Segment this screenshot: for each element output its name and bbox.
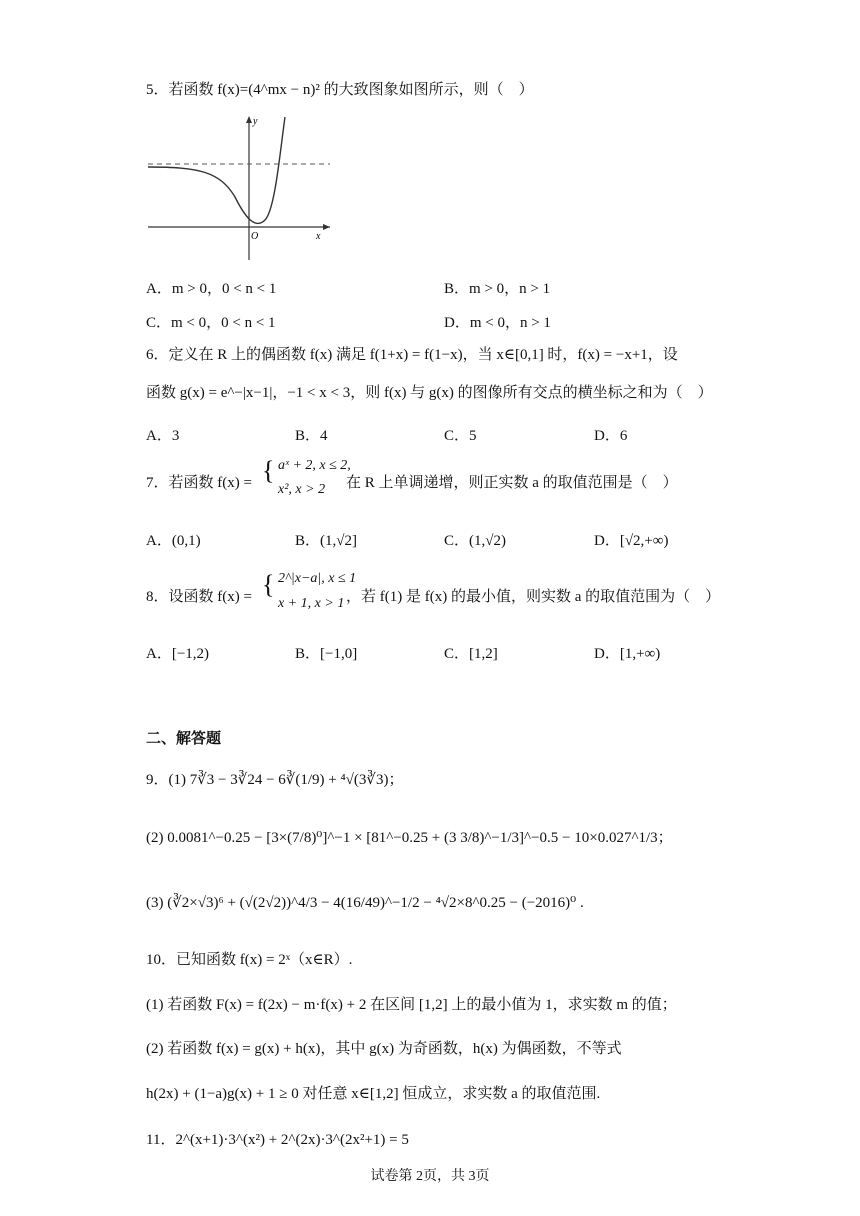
q9-part2: (2) 0.0081^−0.25 − [3×(7/8)⁰]^−1 × [81^−0.25 + (3 3/8)^−1/3]^−0.5 − 10×0.027^1/3； <box>146 830 673 846</box>
section-title: 二、解答题 <box>146 730 222 747</box>
q8-case2: x + 1, x > 1 <box>278 596 345 611</box>
q7-option-b: B．(1,√2] <box>295 533 357 549</box>
q9-part1: 9．(1) 7∛3 − 3∛24 − 6∛(1/9) + ⁴√(3∛3)； <box>146 772 404 788</box>
q6-option-d: D．6 <box>594 428 628 444</box>
page-footer: 试卷第 2页，共 3页 <box>370 1169 490 1184</box>
q8-option-b: B．[−1,0] <box>295 646 358 662</box>
q7-stem-suffix: 在 R 上单调递增，则正实数 a 的取值范围是（ ） <box>346 475 678 491</box>
q7-stem-prefix: 7．若函数 f(x) = <box>146 475 252 491</box>
x-label: x <box>316 231 321 242</box>
y-axis-arrow <box>246 116 252 123</box>
q7-brace: { <box>262 456 275 485</box>
q8-case1: 2^|x−a|, x ≤ 1 <box>278 571 357 586</box>
q8-option-a: A．[−1,2) <box>146 646 210 662</box>
q5-stem: 5．若函数 f(x)=(4^mx − n)² 的大致图象如图所示，则（ ） <box>146 82 534 98</box>
q10-part1: (1) 若函数 F(x) = f(2x) − m·f(x) + 2 在区间 [1,2] 上的最小值为 1，求实数 m 的值； <box>146 997 677 1013</box>
q5-graph <box>140 112 340 262</box>
function-curve <box>148 117 285 223</box>
q6-option-c: C．5 <box>444 428 477 444</box>
q7-case1: aˣ + 2, x ≤ 2, <box>278 458 351 473</box>
q8-stem-prefix: 8．设函数 f(x) = <box>146 589 252 605</box>
q9-part3: (3) (∛2×√3)⁶ + (√(2√2))^4/3 − 4(16/49)^−1/2 − ⁴√2×8^0.25 − (−2016)⁰ . <box>146 895 584 911</box>
q8-option-c: C．[1,2] <box>444 646 498 662</box>
q10-part2b: h(2x) + (1−a)g(x) + 1 ≥ 0 对任意 x∈[1,2] 恒成立，求实数 a 的取值范围. <box>146 1086 601 1102</box>
q5-option-b: B．m > 0，n > 1 <box>444 281 551 297</box>
q8-option-d: D．[1,+∞) <box>594 646 661 662</box>
q7-option-d: D．[√2,+∞) <box>594 533 669 549</box>
q8-stem-suffix: ，若 f(1) 是 f(x) 的最小值，则实数 a 的取值范围为（ ） <box>346 589 721 605</box>
q6-line2: 函数 g(x) = e^−|x−1|，−1 < x < 3，则 f(x) 与 g(x) 的图像所有交点的横坐标之和为（ ） <box>146 385 713 401</box>
q10-stem: 10．已知函数 f(x) = 2ˣ（x∈R）. <box>146 952 353 968</box>
q6-option-a: A．3 <box>146 428 180 444</box>
q11-stem: 11．2^(x+1)·3^(x²) + 2^(2x)·3^(2x²+1) = 5 <box>146 1132 409 1148</box>
q7-option-a: A．(0,1) <box>146 533 201 549</box>
q5-option-a: A．m > 0，0 < n < 1 <box>146 281 277 297</box>
origin-label: O <box>251 231 259 242</box>
x-axis-arrow <box>323 224 330 230</box>
q7-option-c: C．(1,√2) <box>444 533 506 549</box>
q5-option-c: C．m < 0，0 < n < 1 <box>146 315 276 331</box>
y-label: y <box>253 116 258 127</box>
q8-brace: { <box>262 570 275 599</box>
q10-part2: (2) 若函数 f(x) = g(x) + h(x)，其中 g(x) 为奇函数，h(x) 为偶函数，不等式 <box>146 1041 622 1057</box>
q6-line1: 6．定义在 R 上的偶函数 f(x) 满足 f(1+x) = f(1−x)，当 x∈[0,1] 时，f(x) = −x+1，设 <box>146 347 678 363</box>
q5-option-d: D．m < 0，n > 1 <box>444 315 551 331</box>
q6-option-b: B．4 <box>295 428 328 444</box>
q7-case2: x², x > 2 <box>278 482 326 497</box>
